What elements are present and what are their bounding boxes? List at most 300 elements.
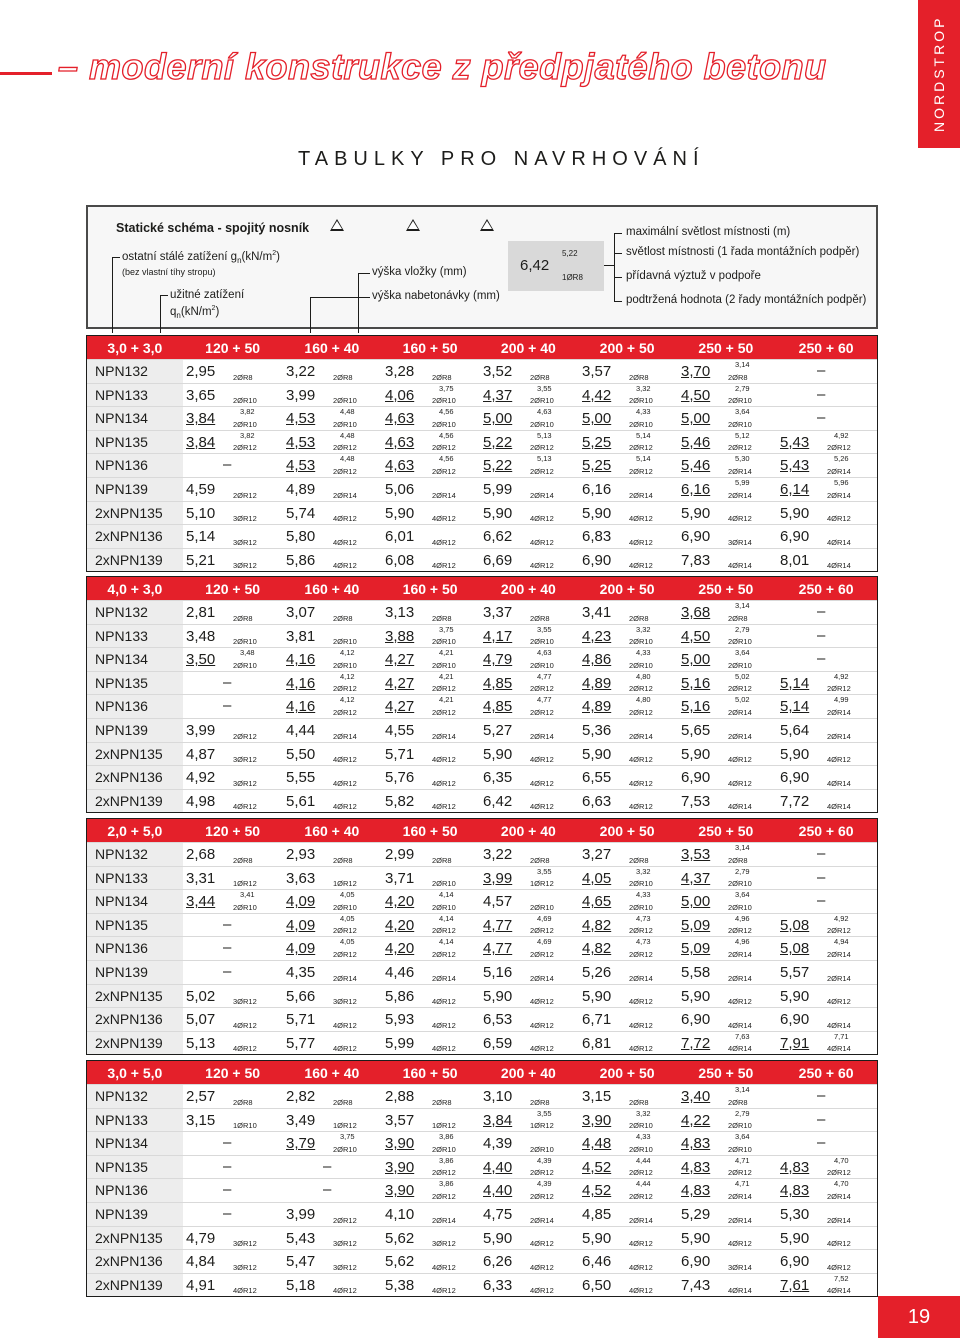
row-name: 2xNPN136 xyxy=(87,766,183,789)
reinforcement: 3ØR12 xyxy=(233,997,257,1007)
dash-mark: – xyxy=(323,1157,332,1175)
span-value: 4,86 xyxy=(582,651,612,669)
reinforcement: 2ØR8 xyxy=(432,1097,452,1107)
span-value: 5,90 xyxy=(681,1229,711,1247)
column-header: 200 + 50 xyxy=(599,580,655,597)
legend-vyska-vlozky: výška vložky (mm) xyxy=(372,266,467,278)
span-value: 6,08 xyxy=(385,551,415,569)
span-value: 5,61 xyxy=(286,792,316,810)
span-value: 4,91 xyxy=(186,1276,216,1294)
span-value-1row: 4,77 xyxy=(537,695,552,705)
span-value: 3,84 xyxy=(483,1111,513,1129)
span-value: 5,86 xyxy=(385,987,415,1005)
column-header: 160 + 40 xyxy=(304,1064,360,1081)
table-cell xyxy=(777,890,879,913)
span-value: 4,53 xyxy=(286,457,316,475)
span-value: 4,83 xyxy=(681,1135,711,1153)
span-value: 6,90 xyxy=(780,1253,810,1271)
span-value: 4,40 xyxy=(483,1182,513,1200)
table-row xyxy=(87,718,877,742)
reinforcement: 4ØR12 xyxy=(827,1239,851,1249)
row-name: NPN132 xyxy=(87,601,183,624)
table-cell xyxy=(678,1109,777,1132)
table-cell xyxy=(777,1156,879,1179)
reinforcement: 2ØR10 xyxy=(728,902,752,912)
table-cell xyxy=(678,914,777,937)
legend-desc-max: maximální světlost místnosti (m) xyxy=(626,226,791,238)
span-value: 4,82 xyxy=(582,940,612,958)
table-cell xyxy=(579,1008,678,1031)
reinforcement: 4ØR12 xyxy=(728,778,752,788)
table-row xyxy=(87,430,877,454)
table-cell xyxy=(183,1109,283,1132)
legend-sample-sup: 5,22 xyxy=(562,249,578,258)
span-value-1row: 4,63 xyxy=(537,407,552,417)
table-cell xyxy=(777,360,879,383)
reinforcement: 4ØR14 xyxy=(728,802,752,812)
reinforcement: 4ØR14 xyxy=(827,802,851,812)
span-value-1row: 3,75 xyxy=(439,624,454,634)
leader-line xyxy=(358,273,370,274)
span-value: 5,86 xyxy=(286,551,316,569)
reinforcement: 3ØR12 xyxy=(233,561,257,571)
span-value: 5,50 xyxy=(286,745,316,763)
reinforcement: 2ØR8 xyxy=(432,855,452,865)
column-header: 160 + 50 xyxy=(402,339,458,356)
row-name: 2xNPN139 xyxy=(87,790,183,813)
table-cell xyxy=(678,454,777,477)
span-value-1row: 3,86 xyxy=(439,1179,454,1189)
dash-mark: – xyxy=(817,409,826,427)
reinforcement: 2ØR14 xyxy=(333,973,357,983)
span-value-1row: 4,80 xyxy=(636,695,651,705)
table-cell xyxy=(283,961,382,984)
reinforcement: 2ØR14 xyxy=(728,973,752,983)
span-value-1row: 4,05 xyxy=(340,937,355,947)
span-value: 3,15 xyxy=(186,1111,216,1129)
reinforcement: 1ØR12 xyxy=(333,1121,357,1131)
column-header: 250 + 50 xyxy=(698,1064,754,1081)
reinforcement: 2ØR8 xyxy=(233,1097,253,1107)
span-value: 3,37 xyxy=(483,604,513,621)
reinforcement: 2ØR10 xyxy=(333,660,357,670)
reinforcement: 2ØR14 xyxy=(530,731,554,741)
span-value-1row: 4,99 xyxy=(834,695,849,705)
reinforcement: 2ØR12 xyxy=(530,443,554,453)
table-cell xyxy=(480,937,579,960)
table-cell xyxy=(579,478,678,501)
row-name: NPN133 xyxy=(87,867,183,890)
table-cell xyxy=(480,1203,579,1226)
table-cell xyxy=(283,1032,382,1055)
reinforcement: 2ØR14 xyxy=(827,490,851,500)
table-cell xyxy=(283,867,382,890)
span-value-1row: 4,56 xyxy=(439,454,454,464)
span-value-1row: 5,14 xyxy=(636,454,651,464)
span-value: 5,06 xyxy=(385,480,415,498)
column-header: 120 + 50 xyxy=(205,339,261,356)
table-cell xyxy=(183,719,283,742)
reinforcement: 3ØR12 xyxy=(333,997,357,1007)
reinforcement: 3ØR12 xyxy=(333,1262,357,1272)
span-value: 4,77 xyxy=(483,940,513,958)
reinforcement: 4ØR12 xyxy=(530,1286,554,1296)
span-value: 5,71 xyxy=(385,745,415,763)
span-value: 3,79 xyxy=(286,1135,316,1153)
span-value-1row: 3,32 xyxy=(636,866,651,876)
column-header: 200 + 50 xyxy=(599,822,655,839)
table-cell xyxy=(579,549,678,572)
reinforcement: 2ØR10 xyxy=(432,1144,456,1154)
span-value: 6,69 xyxy=(483,551,513,569)
span-value: 3,90 xyxy=(385,1158,415,1176)
table-row xyxy=(87,1178,877,1202)
leader-line xyxy=(358,273,359,333)
span-value: 4,20 xyxy=(385,940,415,958)
span-value: 3,27 xyxy=(582,846,612,863)
reinforcement: 4ØR12 xyxy=(432,561,456,571)
span-value: 6,81 xyxy=(582,1034,612,1052)
span-value: 3,81 xyxy=(286,627,316,645)
table-cell xyxy=(283,1085,382,1108)
column-header: 250 + 50 xyxy=(698,822,754,839)
table-cell xyxy=(183,625,283,648)
brand-sidebar xyxy=(918,0,960,148)
span-value: 3,70 xyxy=(681,363,711,380)
table-cell xyxy=(480,1032,579,1055)
column-header: 200 + 50 xyxy=(599,1064,655,1081)
table-cell xyxy=(678,384,777,407)
span-value: 6,14 xyxy=(780,480,810,498)
reinforcement: 2ØR14 xyxy=(629,973,653,983)
table-cell xyxy=(183,1179,283,1202)
span-value: 5,90 xyxy=(681,504,711,522)
support-icon xyxy=(480,219,494,231)
reinforcement: 2ØR12 xyxy=(432,1168,456,1178)
reinforcement: 2ØR12 xyxy=(333,707,357,717)
span-value-1row: 3,86 xyxy=(439,1155,454,1165)
span-value: 5,14 xyxy=(780,698,810,716)
span-value-1row: 3,75 xyxy=(340,1132,355,1142)
table-row xyxy=(87,600,877,624)
span-value: 5,38 xyxy=(385,1276,415,1294)
table-cell xyxy=(579,1132,678,1155)
table-cell xyxy=(678,625,777,648)
span-value: 5,90 xyxy=(681,745,711,763)
span-value: 5,25 xyxy=(582,433,612,451)
reinforcement: 4ØR12 xyxy=(432,755,456,765)
span-value: 5,58 xyxy=(681,963,711,981)
span-value: 4,40 xyxy=(483,1158,513,1176)
span-value: 3,28 xyxy=(385,363,415,380)
table-cell xyxy=(183,961,283,984)
table-cell xyxy=(183,1274,283,1297)
table-cell xyxy=(183,695,283,718)
span-value: 7,91 xyxy=(780,1034,810,1052)
reinforcement: 2ØR14 xyxy=(728,1215,752,1225)
table-cell xyxy=(183,454,283,477)
span-value: 5,90 xyxy=(385,504,415,522)
span-value-1row: 5,12 xyxy=(735,430,750,440)
table-cell xyxy=(579,1203,678,1226)
reinforcement: 2ØR12 xyxy=(827,684,851,694)
span-value: 3,10 xyxy=(483,1088,513,1105)
span-value-1row: 4,96 xyxy=(735,913,750,923)
reinforcement: 2ØR10 xyxy=(233,396,257,406)
table-cell xyxy=(183,743,283,766)
reinforcement: 2ØR8 xyxy=(530,613,550,623)
reinforcement: 4ØR12 xyxy=(629,1020,653,1030)
reinforcement: 2ØR14 xyxy=(432,1215,456,1225)
support-icon xyxy=(406,219,420,231)
table-cell xyxy=(777,766,879,789)
span-value-1row: 4,39 xyxy=(537,1155,552,1165)
row-name: 2xNPN139 xyxy=(87,1032,183,1055)
reinforcement: 2ØR10 xyxy=(233,902,257,912)
row-name: 2xNPN139 xyxy=(87,549,183,572)
span-value: 8,01 xyxy=(780,551,810,569)
table-4-3 xyxy=(86,576,878,813)
reinforcement: 2ØR14 xyxy=(827,466,851,476)
column-header: 200 + 40 xyxy=(500,339,556,356)
span-value: 6,53 xyxy=(483,1011,513,1029)
table-cell xyxy=(777,1132,879,1155)
span-value: 3,13 xyxy=(385,604,415,621)
span-value: 4,83 xyxy=(780,1182,810,1200)
row-name: NPN136 xyxy=(87,454,183,477)
span-value: 5,08 xyxy=(780,940,810,958)
table-header xyxy=(87,577,877,600)
table-cell xyxy=(678,843,777,866)
table-row xyxy=(87,1249,877,1273)
span-value: 4,10 xyxy=(385,1205,415,1223)
table-cell xyxy=(579,1032,678,1055)
table-cell xyxy=(480,478,579,501)
table-cell xyxy=(183,766,283,789)
row-name: NPN134 xyxy=(87,648,183,671)
table-cell xyxy=(579,914,678,937)
table-row xyxy=(87,866,877,890)
table-cell xyxy=(183,502,283,525)
legend-ostatni: ostatní stálé zatížení $g_n(kN/m^2)$ xyxy=(122,250,280,266)
span-value: 7,83 xyxy=(681,551,711,569)
row-name: NPN139 xyxy=(87,719,183,742)
span-value: 6,90 xyxy=(780,1011,810,1029)
table-cell xyxy=(283,937,382,960)
table-cell xyxy=(777,790,879,813)
table-cell xyxy=(382,1250,480,1273)
table-cell xyxy=(183,525,283,548)
reinforcement: 2ØR8 xyxy=(629,613,649,623)
reinforcement: 4ØR12 xyxy=(333,1286,357,1296)
table-cell xyxy=(678,743,777,766)
leader-line xyxy=(310,297,311,333)
table-cell xyxy=(382,985,480,1008)
span-value: 5,90 xyxy=(483,504,513,522)
table-row xyxy=(87,406,877,430)
reinforcement: 3ØR12 xyxy=(233,1239,257,1249)
span-value-1row: 4,70 xyxy=(834,1155,849,1165)
span-value: 5,90 xyxy=(483,987,513,1005)
reinforcement: 2ØR12 xyxy=(432,443,456,453)
table-cell xyxy=(480,360,579,383)
table-cell xyxy=(480,502,579,525)
span-value: 3,40 xyxy=(681,1088,711,1105)
reinforcement: 2ØR12 xyxy=(629,949,653,959)
reinforcement: 2ØR12 xyxy=(827,926,851,936)
span-value: 5,16 xyxy=(483,963,513,981)
table-cell xyxy=(678,1274,777,1297)
table-cell xyxy=(183,1156,283,1179)
table-row xyxy=(87,1131,877,1155)
table-cell xyxy=(678,1250,777,1273)
span-value-1row: 4,21 xyxy=(439,671,454,681)
reinforcement: 2ØR12 xyxy=(530,684,554,694)
span-value: 4,87 xyxy=(186,745,216,763)
table-cell xyxy=(283,454,382,477)
legend-desc-underline: podtržená hodnota (2 řady montážních podpěr) xyxy=(626,294,867,306)
reinforcement: 2ØR10 xyxy=(530,396,554,406)
table-cell xyxy=(480,407,579,430)
span-value: 3,65 xyxy=(186,386,216,404)
title-dash-line xyxy=(0,72,52,75)
page-subtitle: TABULKY PRO NAVRHOVÁNÍ xyxy=(298,148,705,170)
table-cell xyxy=(777,914,879,937)
column-header: 120 + 50 xyxy=(205,822,261,839)
dash-mark: – xyxy=(817,362,826,379)
span-value: 5,09 xyxy=(681,940,711,958)
reinforcement: 2ØR14 xyxy=(827,949,851,959)
table-cell xyxy=(382,648,480,671)
table-cell xyxy=(283,478,382,501)
span-value: 5,90 xyxy=(780,745,810,763)
table-cell xyxy=(777,1085,879,1108)
reinforcement: 2ØR12 xyxy=(333,926,357,936)
reinforcement: 2ØR10 xyxy=(728,660,752,670)
table-row xyxy=(87,524,877,548)
legend-box xyxy=(86,205,878,329)
span-value: 5,55 xyxy=(286,769,316,787)
span-value: 3,50 xyxy=(186,651,216,669)
table-cell xyxy=(777,648,879,671)
table-cell xyxy=(579,961,678,984)
reinforcement: 2ØR10 xyxy=(333,637,357,647)
span-value-1row: 5,14 xyxy=(636,430,651,440)
table-row xyxy=(87,1108,877,1132)
reinforcement: 2ØR14 xyxy=(432,731,456,741)
table-cell xyxy=(183,407,283,430)
reinforcement: 4ØR12 xyxy=(432,1262,456,1272)
reinforcement: 2ØR10 xyxy=(530,902,554,912)
reinforcement: 2ØR12 xyxy=(333,466,357,476)
span-value-1row: 3,55 xyxy=(537,624,552,634)
span-value: 4,50 xyxy=(681,627,711,645)
span-value: 5,22 xyxy=(483,433,513,451)
bracket-line xyxy=(614,277,622,278)
span-value-1row: 5,13 xyxy=(537,430,552,440)
table-cell xyxy=(678,985,777,1008)
reinforcement: 2ØR12 xyxy=(530,707,554,717)
table-cell xyxy=(777,454,879,477)
reinforcement: 2ØR12 xyxy=(432,949,456,959)
reinforcement: 2ØR10 xyxy=(432,902,456,912)
reinforcement: 2ØR14 xyxy=(432,490,456,500)
reinforcement: 3ØR12 xyxy=(233,537,257,547)
span-value-1row: 4,92 xyxy=(834,913,849,923)
span-value: 6,46 xyxy=(582,1253,612,1271)
legend-desc-reinf: přídavná výztuž v podpoře xyxy=(626,270,761,282)
section-label: 3,0 + 5,0 xyxy=(107,1064,163,1081)
span-value-1row: 4,70 xyxy=(834,1179,849,1189)
span-value-1row: 3,55 xyxy=(537,1108,552,1118)
row-name: NPN133 xyxy=(87,1109,183,1132)
table-cell xyxy=(183,1227,283,1250)
table-cell xyxy=(579,625,678,648)
span-value: 5,80 xyxy=(286,528,316,546)
table-cell xyxy=(579,1085,678,1108)
table-cell xyxy=(480,1274,579,1297)
reinforcement: 2ØR12 xyxy=(629,1191,653,1201)
table-cell xyxy=(579,1250,678,1273)
span-value-1row: 4,44 xyxy=(636,1179,651,1189)
table-cell xyxy=(777,672,879,695)
table-row xyxy=(87,501,877,525)
table-header xyxy=(87,819,877,842)
span-value: 4,82 xyxy=(582,916,612,934)
reinforcement: 4ØR12 xyxy=(333,561,357,571)
legend-title: Statické schéma - spojitý nosník xyxy=(116,221,310,235)
column-header: 200 + 40 xyxy=(500,1064,556,1081)
table-cell xyxy=(382,766,480,789)
table-cell xyxy=(283,601,382,624)
legend-sample-cell xyxy=(508,241,604,291)
table-cell xyxy=(183,843,283,866)
span-value: 6,16 xyxy=(681,480,711,498)
table-cell xyxy=(678,601,777,624)
column-header: 250 + 60 xyxy=(798,580,854,597)
reinforcement: 2ØR14 xyxy=(827,1191,851,1201)
span-value: 5,43 xyxy=(286,1229,316,1247)
span-value: 3,57 xyxy=(385,1111,415,1129)
table-cell xyxy=(579,695,678,718)
table-cell xyxy=(283,1250,382,1273)
table-cell xyxy=(777,384,879,407)
table-cell xyxy=(678,766,777,789)
reinforcement: 2ØR8 xyxy=(432,372,452,382)
table-row xyxy=(87,647,877,671)
dash-mark: – xyxy=(223,697,232,715)
span-value-1row: 4,80 xyxy=(636,671,651,681)
span-value: 3,41 xyxy=(582,604,612,621)
dash-mark: – xyxy=(223,1204,232,1222)
reinforcement: 2ØR10 xyxy=(333,419,357,429)
reinforcement: 1ØR12 xyxy=(432,1121,456,1131)
table-cell xyxy=(579,648,678,671)
table-cell xyxy=(382,1203,480,1226)
reinforcement: 4ØR12 xyxy=(728,755,752,765)
span-value: 4,52 xyxy=(582,1182,612,1200)
span-value: 3,22 xyxy=(286,363,316,380)
span-value: 5,00 xyxy=(681,651,711,669)
reinforcement: 4ØR12 xyxy=(432,1020,456,1030)
span-value: 6,59 xyxy=(483,1034,513,1052)
row-name: 2xNPN135 xyxy=(87,985,183,1008)
span-value-1row: 4,33 xyxy=(636,648,651,658)
reinforcement: 2ØR14 xyxy=(530,973,554,983)
dash-mark: – xyxy=(223,1134,232,1152)
reinforcement: 1ØR12 xyxy=(530,1121,554,1131)
table-row xyxy=(87,913,877,937)
